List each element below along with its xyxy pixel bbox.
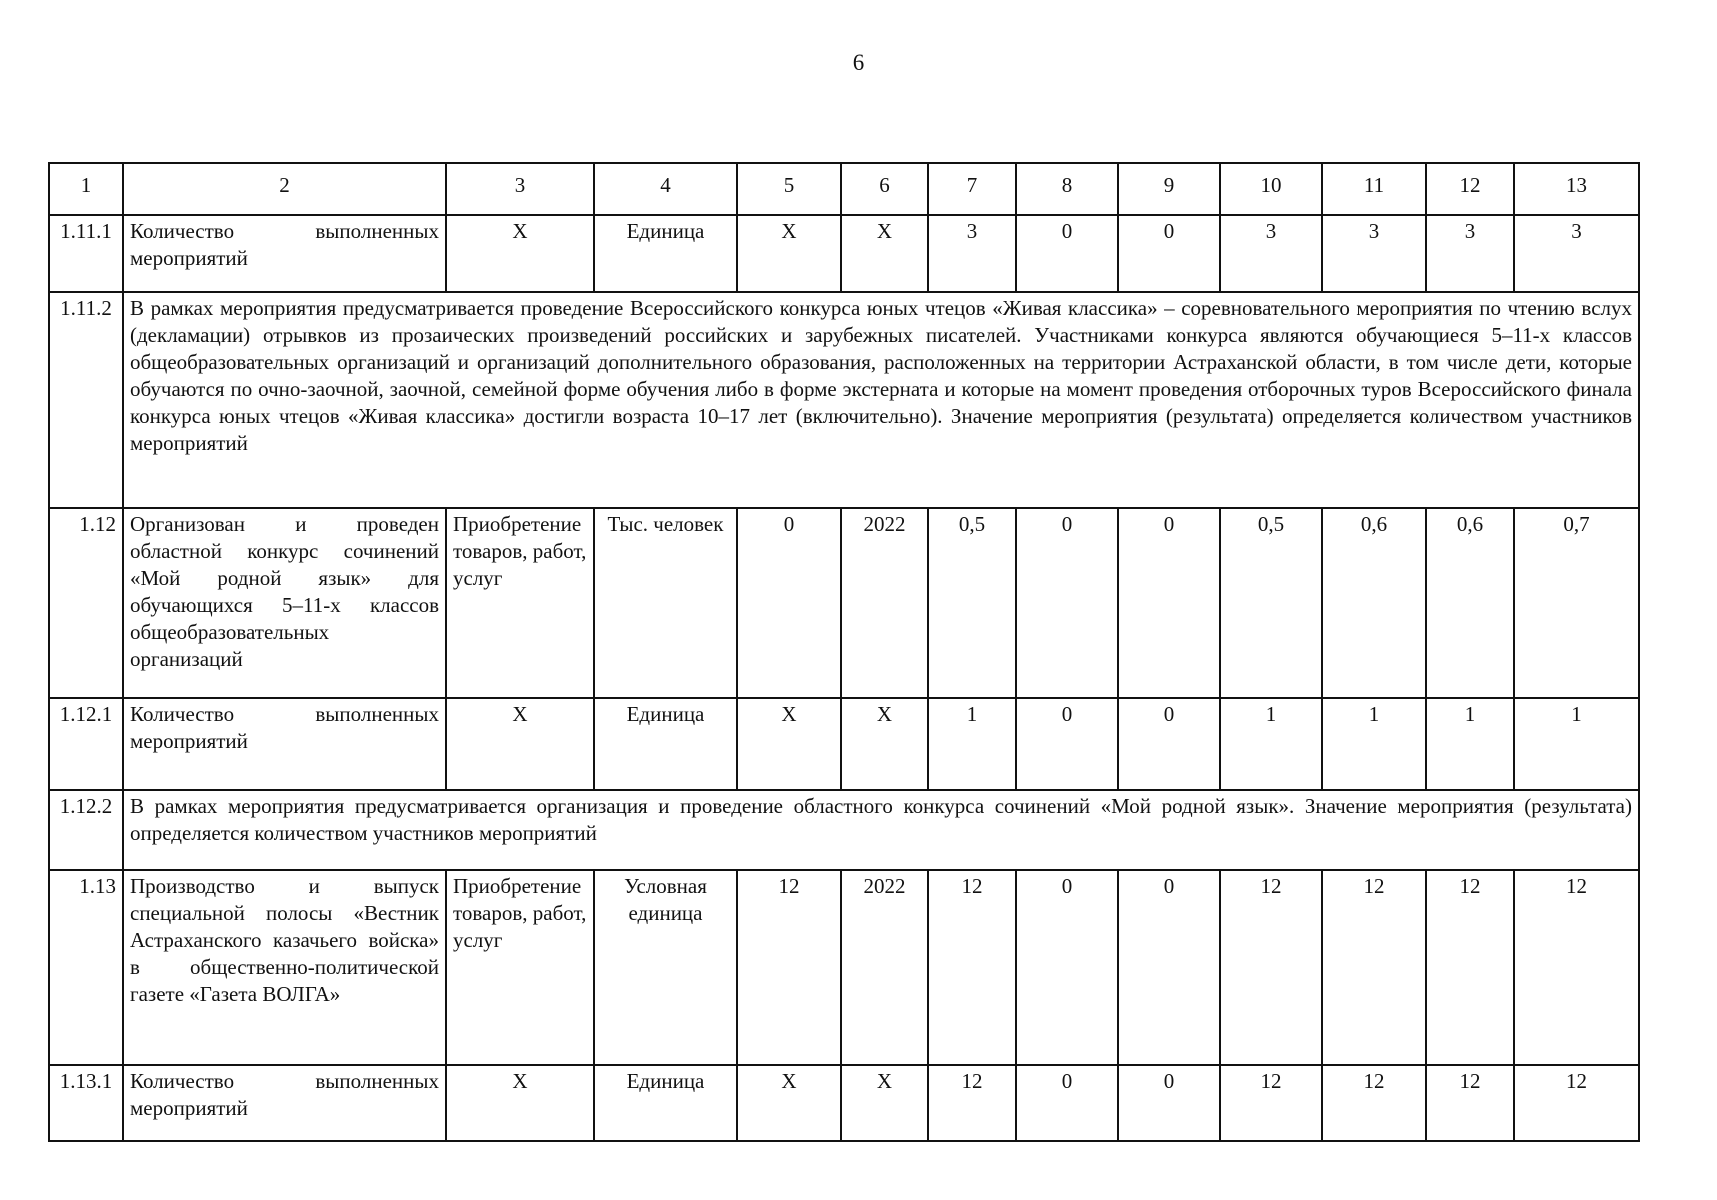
header-cell: 5 [737,163,841,215]
header-cell: 9 [1118,163,1220,215]
row-name: Организован и проведен областной конкурс сочинений «Мой родной язык» для обучающихся 5–11-х классов общеобразовательных организаций [123,508,446,698]
header-cell: 8 [1016,163,1118,215]
row-name: Производство и выпуск специальной полосы «Вестник Астраханского казачьего войска» в общественно-политической газете «Газета ВОЛГА» [123,870,446,1065]
table-row [49,508,1639,698]
cell-col7: 1 [928,698,1016,790]
table-row-description [49,790,1639,870]
cell-col9: 0 [1118,1065,1220,1141]
row-type: Х [446,215,594,292]
header-cell: 11 [1322,163,1426,215]
cell-col11: 12 [1322,870,1426,1065]
cell-col13: 3 [1514,215,1639,292]
cell-col8: 0 [1016,508,1118,698]
cell-col8: 0 [1016,698,1118,790]
cell-col6: Х [841,215,928,292]
row-name: Количество выполненных мероприятий [123,698,446,790]
cell-col5: 0 [737,508,841,698]
header-cell: 3 [446,163,594,215]
header-cell: 10 [1220,163,1322,215]
cell-col12: 0,6 [1426,508,1514,698]
cell-col8: 0 [1016,1065,1118,1141]
row-code: 1.12 [49,508,123,698]
row-type: Приобретение товаров, работ, услуг [446,870,594,1065]
table-row [49,215,1639,292]
row-type: Приобретение товаров, работ, услуг [446,508,594,698]
row-code: 1.13 [49,870,123,1065]
cell-col9: 0 [1118,508,1220,698]
cell-col5: Х [737,1065,841,1141]
cell-col11: 1 [1322,698,1426,790]
cell-col5: Х [737,215,841,292]
cell-col10: 0,5 [1220,508,1322,698]
table-row-description [49,292,1639,508]
cell-col10: 12 [1220,1065,1322,1141]
table-row [49,698,1639,790]
cell-col13: 12 [1514,1065,1639,1141]
cell-col7: 12 [928,1065,1016,1141]
cell-col8: 0 [1016,870,1118,1065]
row-type: Х [446,698,594,790]
row-code: 1.11.2 [49,292,123,508]
cell-col11: 3 [1322,215,1426,292]
row-description: В рамках мероприятия предусматривается организация и проведение областного конкурса сочинений «Мой родной язык». Значение мероприятия (результата) определяется количеством участников мероприятий [123,790,1639,870]
cell-col7: 12 [928,870,1016,1065]
cell-col6: 2022 [841,508,928,698]
cell-col10: 3 [1220,215,1322,292]
indicators-table [48,162,1640,1142]
header-cell: 4 [594,163,737,215]
cell-col6: Х [841,698,928,790]
row-description: В рамках мероприятия предусматривается проведение Всероссийского конкурса юных чтецов «Живая классика» – соревновательного мероприятия по чтению вслух (декламации) отрывков из прозаических произведений российских и зарубежных писателей. Участниками конкурса являются обучающиеся 5–11-х классов общеобразовательных организаций и организаций дополнительного образования, расположенных на территории Астраханской области, в том числе дети, которые обучаются по очно-заочной, заочной, семейной форме обучения либо в форме экстерната и которые на момент проведения отборочных туров Всероссийского финала конкурса юных чтецов «Живая классика» достигли возраста 10–17 лет (включительно). Значение мероприятия (результата) определяется количеством участников мероприятий [123,292,1639,508]
cell-col13: 12 [1514,870,1639,1065]
row-code: 1.11.1 [49,215,123,292]
row-unit: Тыс. человек [594,508,737,698]
header-cell: 13 [1514,163,1639,215]
row-unit: Единица [594,698,737,790]
row-code: 1.12.1 [49,698,123,790]
cell-col6: Х [841,1065,928,1141]
row-unit: Единица [594,1065,737,1141]
cell-col9: 0 [1118,215,1220,292]
cell-col8: 0 [1016,215,1118,292]
cell-col7: 3 [928,215,1016,292]
header-cell: 6 [841,163,928,215]
table-row [49,1065,1639,1141]
cell-col13: 1 [1514,698,1639,790]
cell-col12: 12 [1426,1065,1514,1141]
cell-col12: 12 [1426,870,1514,1065]
row-unit: Условная единица [594,870,737,1065]
cell-col13: 0,7 [1514,508,1639,698]
row-code: 1.12.2 [49,790,123,870]
header-cell: 7 [928,163,1016,215]
header-cell: 1 [49,163,123,215]
cell-col5: 12 [737,870,841,1065]
row-name: Количество выполненных мероприятий [123,215,446,292]
cell-col10: 1 [1220,698,1322,790]
cell-col11: 12 [1322,1065,1426,1141]
table-row [49,870,1639,1065]
cell-col9: 0 [1118,870,1220,1065]
cell-col6: 2022 [841,870,928,1065]
header-cell: 12 [1426,163,1514,215]
header-cell: 2 [123,163,446,215]
cell-col12: 1 [1426,698,1514,790]
cell-col5: Х [737,698,841,790]
table-header-row [49,163,1639,215]
cell-col10: 12 [1220,870,1322,1065]
cell-col9: 0 [1118,698,1220,790]
page-number: 6 [852,50,865,75]
row-name: Количество выполненных мероприятий [123,1065,446,1141]
row-code: 1.13.1 [49,1065,123,1141]
cell-col12: 3 [1426,215,1514,292]
row-unit: Единица [594,215,737,292]
cell-col11: 0,6 [1322,508,1426,698]
row-type: Х [446,1065,594,1141]
cell-col7: 0,5 [928,508,1016,698]
